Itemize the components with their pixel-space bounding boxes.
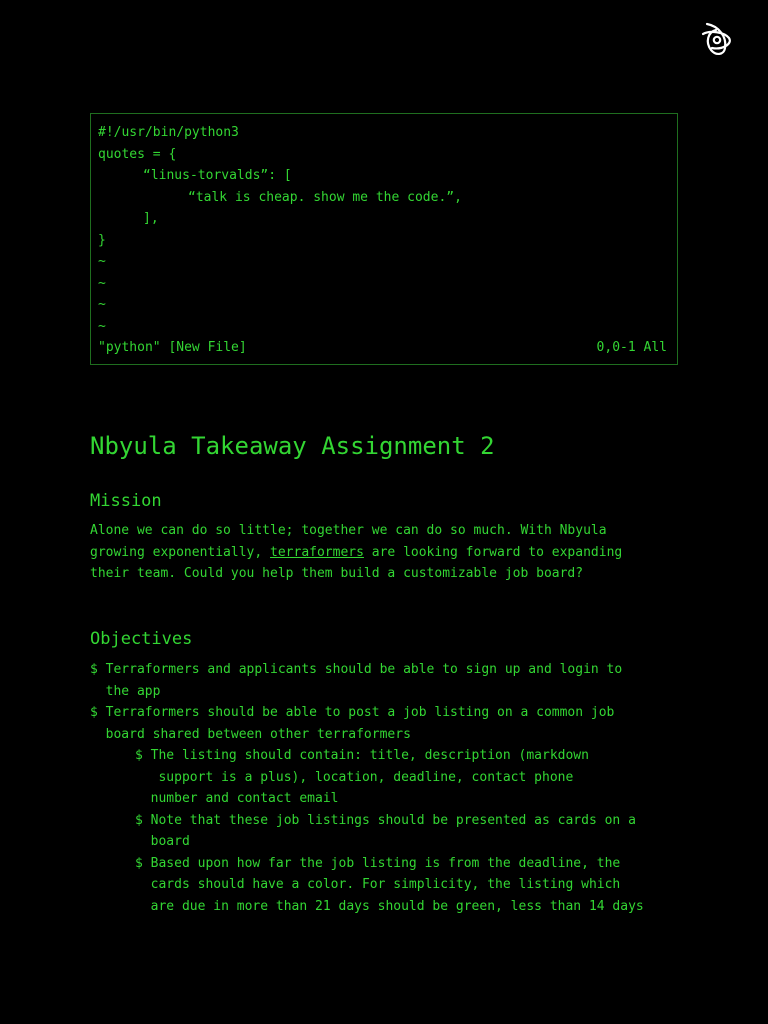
list-item xyxy=(90,659,680,702)
list-item-line: support is a plus), location, deadline, contact phone xyxy=(135,769,574,785)
mission-line: are looking forward to expanding xyxy=(363,544,623,560)
list-item-line: $ Terraformers and applicants should be able to sign up and login to xyxy=(90,662,623,677)
editor-line: } xyxy=(98,232,106,248)
mission-line: growing exponentially, xyxy=(90,544,271,560)
page-title: Nbyula Takeaway Assignment 2 xyxy=(90,432,495,460)
editor-line: ], xyxy=(143,211,159,226)
mission-paragraph xyxy=(90,520,670,585)
editor-status-file: "python" [New File] xyxy=(98,340,247,355)
list-item-line: $ Note that these job listings should be presented as cards on a xyxy=(135,812,636,828)
editor-tilde-line: ~ xyxy=(98,275,106,291)
objectives-list xyxy=(90,659,680,917)
editor-line: quotes = { xyxy=(98,146,177,162)
sub-list-item xyxy=(90,745,680,810)
editor-line: “linus-torvalds”: [ xyxy=(143,168,292,183)
list-item-line: $ The listing should contain: title, description (markdown xyxy=(135,748,589,763)
list-item-line: are due in more than 21 days should be green, less than 14 days xyxy=(135,898,644,914)
editor-status-bar xyxy=(98,337,667,359)
editor-tilde-line: ~ xyxy=(98,318,106,334)
list-item-line: number and contact email xyxy=(135,791,339,806)
editor-tilde-line: ~ xyxy=(98,254,106,269)
list-item-line: $ Based upon how far the job listing is from the deadline, the xyxy=(135,855,621,871)
list-item-line: $ Terraformers should be able to post a job listing on a common job xyxy=(90,705,615,720)
code-editor-block xyxy=(90,113,678,365)
editor-tilde-line: ~ xyxy=(98,297,106,312)
list-item xyxy=(90,702,680,745)
list-item-line: board xyxy=(135,834,190,849)
sub-list-item xyxy=(90,810,680,853)
terraformers-link[interactable]: terraformers xyxy=(270,544,364,560)
mission-heading: Mission xyxy=(90,491,162,511)
list-item-line: the app xyxy=(90,683,161,699)
atom-orbit-logo-icon xyxy=(700,20,732,58)
mission-line: their team. Could you help them build a customizable job board? xyxy=(90,566,584,581)
editor-line: #!/usr/bin/python3 xyxy=(98,125,239,140)
sub-list-item xyxy=(90,853,680,918)
editor-status-position: 0,0-1 All xyxy=(596,340,667,355)
mission-line: Alone we can do so little; together we can do so much. With Nbyula xyxy=(90,523,607,538)
list-item-line: board shared between other terraformers xyxy=(90,726,411,742)
editor-line: “talk is cheap. show me the code.”, xyxy=(188,189,462,205)
list-item-line: cards should have a color. For simplicity, the listing which xyxy=(135,877,621,892)
objectives-heading: Objectives xyxy=(90,629,193,649)
